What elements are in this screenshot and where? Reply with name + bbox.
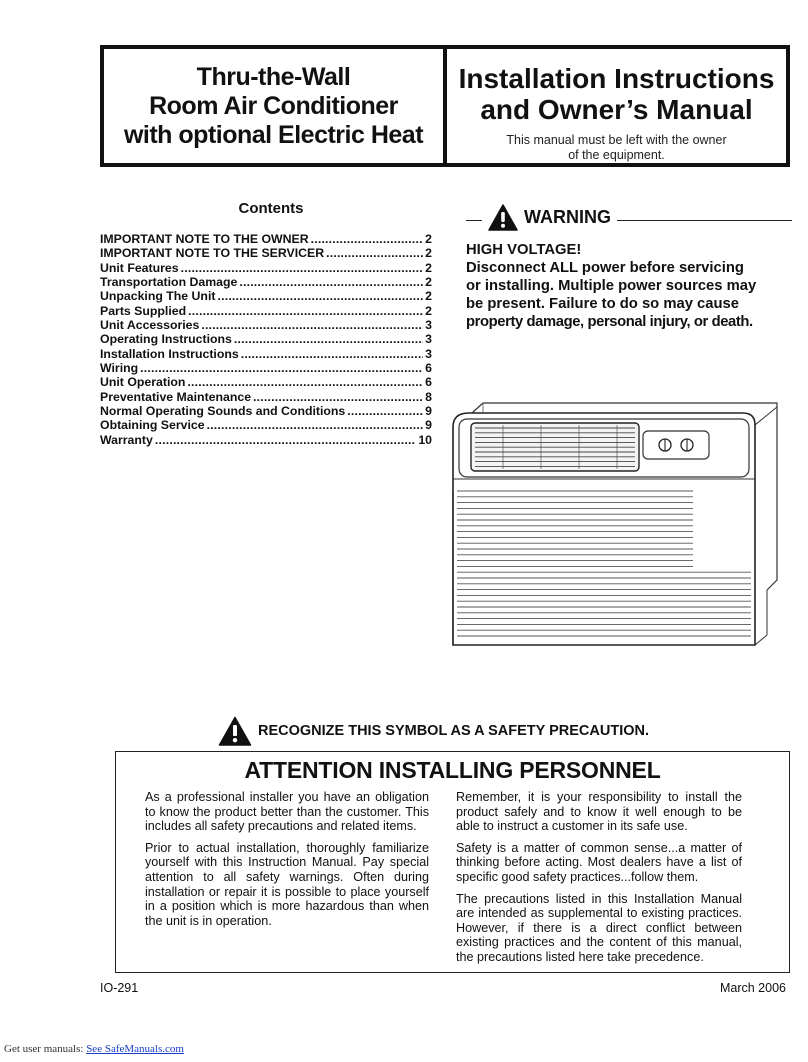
attention-box: [115, 751, 790, 973]
table-of-contents: [100, 200, 432, 447]
toc-entry-page: 8: [425, 389, 432, 404]
toc-entry-label: Unit Features: [100, 260, 179, 275]
toc-entry-page: 2: [425, 289, 432, 304]
warning-heading: [482, 204, 617, 231]
attention-right-column: [456, 790, 742, 972]
toc-entry: [100, 404, 432, 418]
toc-leader-dots: [155, 433, 416, 447]
attention-paragraph: Safety is a matter of common sense...a matter of thinking before acting. Most dealers have a list of specific good safety practices...follow them.: [456, 840, 742, 884]
toc-entry-page: 3: [425, 318, 432, 333]
toc-entry-label: Parts Supplied: [100, 303, 187, 318]
warning-line-5: property damage, personal injury, or death.: [466, 314, 753, 330]
toc-leader-dots: [188, 304, 423, 318]
toc-list: [100, 232, 432, 447]
manual-note-line-2: of the equipment.: [568, 148, 665, 162]
toc-entry-label: Unit Accessories: [100, 318, 200, 333]
toc-entry-page: 2: [425, 303, 432, 318]
warning-title: WARNING: [524, 207, 611, 227]
toc-entry-label: Warranty: [100, 432, 153, 447]
document-id: IO-291: [100, 981, 139, 995]
toc-entry-label: Installation Instructions: [100, 346, 239, 361]
toc-entry-page: 2: [425, 232, 432, 246]
footer: [4, 1043, 184, 1055]
toc-entry: [100, 318, 432, 332]
toc-entry: [100, 275, 432, 289]
product-line-2: Room Air Conditioner: [149, 91, 398, 120]
toc-leader-dots: [234, 332, 423, 346]
contents-title: Contents: [238, 200, 304, 217]
toc-entry: [100, 289, 432, 303]
toc-entry-label: Preventative Maintenance: [100, 389, 252, 404]
toc-entry-page: 3: [425, 346, 432, 361]
toc-entry: [100, 246, 432, 260]
toc-entry: [100, 433, 432, 447]
attention-paragraph: Remember, it is your responsibility to install the product safely and to know it well enough to be able to instruct a customer in its safe use.: [456, 790, 742, 834]
title-block: [100, 45, 790, 167]
toc-entry-page: 9: [425, 418, 432, 433]
product-name: [104, 49, 447, 163]
toc-entry-page: 2: [425, 275, 432, 290]
footer-prefix: Get user manuals:: [4, 1043, 84, 1055]
toc-entry-page: 6: [425, 361, 432, 376]
toc-leader-dots: [207, 418, 424, 432]
attention-paragraph: Prior to actual installation, thoroughly familiarize yourself with this Instruction Manual. Pay special attention to all safety warnings. Often during installation or repair it is possible to place yourself in a position which is more hazardous than when the unit is in operation.: [145, 840, 429, 928]
warning-triangle-icon: [218, 716, 252, 746]
manual-note: [506, 133, 726, 163]
toc-entry: [100, 361, 432, 375]
toc-leader-dots: [217, 289, 423, 303]
toc-entry-label: Operating Instructions: [100, 332, 232, 347]
warning-line-3: or installing. Multiple power sources may: [466, 278, 757, 294]
toc-leader-dots: [187, 375, 423, 389]
toc-entry-page: 2: [425, 260, 432, 275]
attention-paragraph: As a professional installer you have an obligation to know the product better than the customer. This includes all safety precautions and related items.: [145, 790, 429, 834]
manual-note-line-1: This manual must be left with the owner: [506, 133, 727, 147]
toc-entry-page: 6: [425, 375, 432, 390]
toc-entry-page: 3: [425, 332, 432, 347]
attention-left-column: [145, 790, 429, 935]
warning-triangle-icon: [488, 204, 518, 231]
toc-entry-label: Unpacking The Unit: [100, 289, 216, 304]
toc-entry: [100, 347, 432, 361]
warning-line-1: HIGH VOLTAGE!: [466, 242, 582, 258]
toc-entry-label: Wiring: [100, 361, 139, 376]
toc-entry: [100, 232, 432, 246]
toc-entry: [100, 304, 432, 318]
toc-leader-dots: [140, 361, 423, 375]
toc-entry: [100, 418, 432, 432]
toc-leader-dots: [253, 390, 423, 404]
safemanuals-link[interactable]: See SafeManuals.com: [86, 1043, 184, 1055]
toc-entry-page: 10: [418, 432, 432, 447]
document-date: March 2006: [719, 981, 786, 995]
attention-title: ATTENTION INSTALLING PERSONNEL: [244, 757, 661, 783]
safety-symbol-note: [218, 716, 649, 746]
toc-leader-dots: [239, 275, 423, 289]
toc-entry-label: Unit Operation: [100, 375, 186, 390]
warning-box: [466, 207, 792, 331]
toc-leader-dots: [347, 404, 423, 418]
warning-line-2: Disconnect ALL power before servicing: [466, 260, 744, 276]
toc-entry-page: 2: [425, 246, 432, 261]
manual-title-line-2: and Owner’s Manual: [480, 94, 753, 125]
toc-entry: [100, 332, 432, 346]
product-line-3: with optional Electric Heat: [123, 120, 424, 149]
toc-entry-label: IMPORTANT NOTE TO THE OWNER: [100, 232, 309, 246]
recognize-text: RECOGNIZE THIS SYMBOL AS A SAFETY PRECAUTION.: [258, 723, 649, 739]
toc-entry-label: IMPORTANT NOTE TO THE SERVICER: [100, 246, 325, 261]
toc-leader-dots: [201, 318, 423, 332]
toc-entry-label: Normal Operating Sounds and Conditions: [100, 404, 346, 419]
manual-title-line-1: Installation Instructions: [458, 63, 775, 94]
toc-entry-label: Transportation Damage: [100, 275, 238, 290]
air-conditioner-illustration: [443, 395, 783, 655]
toc-entry: [100, 390, 432, 404]
toc-leader-dots: [181, 261, 424, 275]
toc-leader-dots: [241, 347, 423, 361]
attention-paragraph: The precautions listed in this Installation Manual are intended as supplemental to existing practices. However, if there is a direct conflict between existing practices and the content of this manual, the precautions listed here take precedence.: [456, 891, 742, 964]
toc-leader-dots: [311, 232, 424, 246]
toc-entry: [100, 375, 432, 389]
toc-leader-dots: [326, 246, 423, 260]
warning-text: [466, 221, 792, 331]
manual-title-block: [447, 49, 786, 163]
product-line-1: Thru-the-Wall: [196, 62, 351, 91]
warning-line-4: be present. Failure to do so may cause: [466, 296, 740, 312]
toc-entry-page: 9: [425, 404, 432, 419]
toc-entry: [100, 261, 432, 275]
toc-entry-label: Obtaining Service: [100, 418, 205, 433]
